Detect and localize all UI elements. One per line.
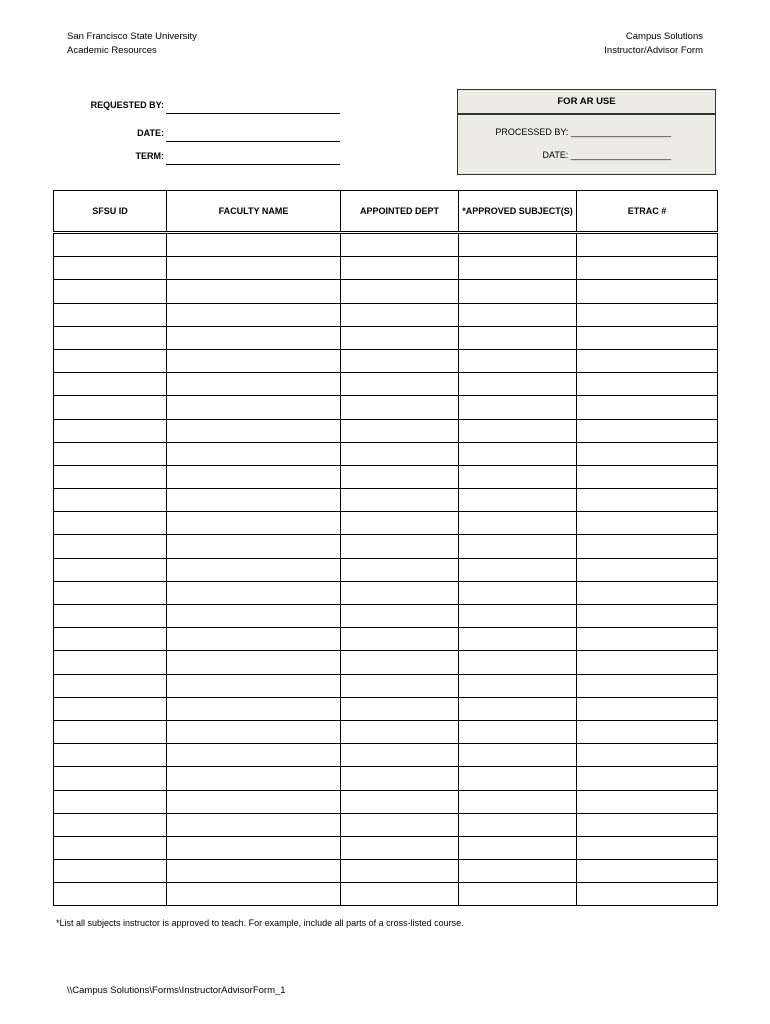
date-field[interactable] [166, 141, 340, 142]
column-header-appointed-dept: APPOINTED DEPT [341, 191, 459, 233]
faculty-table [53, 190, 718, 906]
footnote: *List all subjects instructor is approved to teach. For example, include all parts of a cross-listed course. [56, 918, 464, 928]
table-row [54, 697, 718, 720]
approved-subjects-cell[interactable] [459, 883, 577, 906]
faculty-name-cell[interactable] [167, 790, 341, 813]
etrac-cell[interactable] [577, 836, 718, 859]
etrac-cell[interactable] [577, 558, 718, 581]
faculty-name-cell[interactable] [167, 512, 341, 535]
approved-subjects-cell[interactable] [459, 813, 577, 836]
column-header-sfsu-id: SFSU ID [54, 191, 167, 233]
approved-subjects-cell[interactable] [459, 442, 577, 465]
etrac-cell[interactable] [577, 697, 718, 720]
etrac-cell[interactable] [577, 628, 718, 651]
faculty-name-cell[interactable] [167, 651, 341, 674]
table-row [54, 257, 718, 280]
appointed-dept-cell[interactable] [341, 326, 459, 349]
faculty-name-cell[interactable] [167, 674, 341, 697]
appointed-dept-cell[interactable] [341, 720, 459, 743]
table-row [54, 465, 718, 488]
etrac-cell[interactable] [577, 326, 718, 349]
etrac-cell[interactable] [577, 396, 718, 419]
column-header-etrac: ETRAC # [577, 191, 718, 233]
faculty-name-cell[interactable] [167, 349, 341, 372]
approved-subjects-cell[interactable] [459, 651, 577, 674]
faculty-name-cell[interactable] [167, 535, 341, 558]
table-row [54, 720, 718, 743]
table-row [54, 396, 718, 419]
approved-subjects-cell[interactable] [459, 581, 577, 604]
faculty-name-cell[interactable] [167, 813, 341, 836]
sfsu-id-cell[interactable] [54, 396, 167, 419]
approved-subjects-cell[interactable] [459, 419, 577, 442]
table-row [54, 233, 718, 257]
table-row [54, 860, 718, 883]
etrac-cell[interactable] [577, 605, 718, 628]
appointed-dept-cell[interactable] [341, 581, 459, 604]
sfsu-id-cell[interactable] [54, 233, 167, 257]
faculty-name-cell[interactable] [167, 836, 341, 859]
term-field[interactable] [166, 164, 340, 165]
table-row [54, 419, 718, 442]
appointed-dept-cell[interactable] [341, 535, 459, 558]
faculty-name-cell[interactable] [167, 605, 341, 628]
faculty-name-cell[interactable] [167, 883, 341, 906]
approved-subjects-cell[interactable] [459, 465, 577, 488]
appointed-dept-cell[interactable] [341, 605, 459, 628]
table-row [54, 836, 718, 859]
department-name: Academic Resources [67, 45, 157, 56]
sfsu-id-cell[interactable] [54, 581, 167, 604]
appointed-dept-cell[interactable] [341, 280, 459, 303]
appointed-dept-cell[interactable] [341, 674, 459, 697]
faculty-name-cell[interactable] [167, 628, 341, 651]
faculty-name-cell[interactable] [167, 442, 341, 465]
sfsu-id-cell[interactable] [54, 651, 167, 674]
sfsu-id-cell[interactable] [54, 628, 167, 651]
sfsu-id-cell[interactable] [54, 605, 167, 628]
column-header-faculty-name: FACULTY NAME [167, 191, 341, 233]
appointed-dept-cell[interactable] [341, 419, 459, 442]
etrac-cell[interactable] [577, 419, 718, 442]
sfsu-id-cell[interactable] [54, 465, 167, 488]
approved-subjects-cell[interactable] [459, 720, 577, 743]
table-row [54, 651, 718, 674]
table-row [54, 605, 718, 628]
etrac-cell[interactable] [577, 489, 718, 512]
ar-use-box [457, 89, 716, 175]
appointed-dept-cell[interactable] [341, 396, 459, 419]
ar-use-title: FOR AR USE [458, 90, 715, 115]
faculty-name-cell[interactable] [167, 303, 341, 326]
appointed-dept-cell[interactable] [341, 512, 459, 535]
appointed-dept-cell[interactable] [341, 790, 459, 813]
sfsu-id-cell[interactable] [54, 720, 167, 743]
approved-subjects-cell[interactable] [459, 396, 577, 419]
faculty-name-cell[interactable] [167, 720, 341, 743]
appointed-dept-cell[interactable] [341, 744, 459, 767]
appointed-dept-cell[interactable] [341, 697, 459, 720]
table-row [54, 303, 718, 326]
appointed-dept-cell[interactable] [341, 836, 459, 859]
etrac-cell[interactable] [577, 581, 718, 604]
table-row [54, 628, 718, 651]
sfsu-id-cell[interactable] [54, 836, 167, 859]
table-row [54, 883, 718, 906]
approved-subjects-cell[interactable] [459, 767, 577, 790]
approved-subjects-cell[interactable] [459, 836, 577, 859]
appointed-dept-cell[interactable] [341, 860, 459, 883]
sfsu-id-cell[interactable] [54, 326, 167, 349]
term-row [60, 149, 340, 165]
etrac-cell[interactable] [577, 790, 718, 813]
appointed-dept-cell[interactable] [341, 465, 459, 488]
sfsu-id-cell[interactable] [54, 373, 167, 396]
appointed-dept-cell[interactable] [341, 303, 459, 326]
etrac-cell[interactable] [577, 767, 718, 790]
form-title: Instructor/Advisor Form [604, 45, 703, 56]
table-header-row [54, 191, 718, 233]
faculty-name-cell[interactable] [167, 280, 341, 303]
table-body [54, 233, 718, 906]
system-name: Campus Solutions [625, 31, 703, 42]
approved-subjects-cell[interactable] [459, 790, 577, 813]
term-label: TERM: [135, 151, 164, 161]
faculty-name-cell[interactable] [167, 489, 341, 512]
sfsu-id-cell[interactable] [54, 558, 167, 581]
table-row [54, 349, 718, 372]
etrac-cell[interactable] [577, 813, 718, 836]
approved-subjects-cell[interactable] [459, 257, 577, 280]
sfsu-id-cell[interactable] [54, 860, 167, 883]
approved-subjects-cell[interactable] [459, 233, 577, 257]
appointed-dept-cell[interactable] [341, 651, 459, 674]
table-row [54, 674, 718, 697]
etrac-cell[interactable] [577, 744, 718, 767]
approved-subjects-cell[interactable] [459, 558, 577, 581]
sfsu-id-cell[interactable] [54, 419, 167, 442]
approved-subjects-cell[interactable] [459, 489, 577, 512]
sfsu-id-cell[interactable] [54, 512, 167, 535]
header-left [67, 30, 197, 58]
table-row [54, 744, 718, 767]
table-row [54, 489, 718, 512]
sfsu-id-cell[interactable] [54, 280, 167, 303]
etrac-cell[interactable] [577, 512, 718, 535]
approved-subjects-cell[interactable] [459, 303, 577, 326]
etrac-cell[interactable] [577, 860, 718, 883]
sfsu-id-cell[interactable] [54, 767, 167, 790]
sfsu-id-cell[interactable] [54, 489, 167, 512]
sfsu-id-cell[interactable] [54, 257, 167, 280]
etrac-cell[interactable] [577, 720, 718, 743]
etrac-cell[interactable] [577, 233, 718, 257]
faculty-name-cell[interactable] [167, 373, 341, 396]
table-row [54, 535, 718, 558]
sfsu-id-cell[interactable] [54, 349, 167, 372]
approved-subjects-cell[interactable] [459, 373, 577, 396]
sfsu-id-cell[interactable] [54, 813, 167, 836]
approved-subjects-cell[interactable] [459, 744, 577, 767]
etrac-cell[interactable] [577, 442, 718, 465]
faculty-name-cell[interactable] [167, 257, 341, 280]
appointed-dept-cell[interactable] [341, 489, 459, 512]
sfsu-id-cell[interactable] [54, 535, 167, 558]
table-row [54, 373, 718, 396]
table-row [54, 790, 718, 813]
faculty-name-cell[interactable] [167, 233, 341, 257]
appointed-dept-cell[interactable] [341, 257, 459, 280]
appointed-dept-cell[interactable] [341, 558, 459, 581]
appointed-dept-cell[interactable] [341, 373, 459, 396]
faculty-name-cell[interactable] [167, 697, 341, 720]
requested-by-field[interactable] [166, 113, 340, 114]
appointed-dept-cell[interactable] [341, 767, 459, 790]
approved-subjects-cell[interactable] [459, 605, 577, 628]
appointed-dept-cell[interactable] [341, 813, 459, 836]
approved-subjects-cell[interactable] [459, 674, 577, 697]
sfsu-id-cell[interactable] [54, 442, 167, 465]
university-name: San Francisco State University [67, 31, 197, 42]
table-row [54, 581, 718, 604]
appointed-dept-cell[interactable] [341, 349, 459, 372]
sfsu-id-cell[interactable] [54, 674, 167, 697]
requested-by-label: REQUESTED BY: [90, 100, 164, 110]
table-row [54, 813, 718, 836]
faculty-name-cell[interactable] [167, 326, 341, 349]
etrac-cell[interactable] [577, 303, 718, 326]
etrac-cell[interactable] [577, 373, 718, 396]
etrac-cell[interactable] [577, 674, 718, 697]
sfsu-id-cell[interactable] [54, 883, 167, 906]
approved-subjects-cell[interactable] [459, 697, 577, 720]
sfsu-id-cell[interactable] [54, 744, 167, 767]
approved-subjects-cell[interactable] [459, 280, 577, 303]
etrac-cell[interactable] [577, 883, 718, 906]
appointed-dept-cell[interactable] [341, 442, 459, 465]
appointed-dept-cell[interactable] [341, 883, 459, 906]
requested-by-row [60, 98, 340, 114]
faculty-name-cell[interactable] [167, 465, 341, 488]
date-label: DATE: [137, 128, 164, 138]
etrac-cell[interactable] [577, 280, 718, 303]
approved-subjects-cell[interactable] [459, 535, 577, 558]
approved-subjects-cell[interactable] [459, 628, 577, 651]
sfsu-id-cell[interactable] [54, 697, 167, 720]
faculty-name-cell[interactable] [167, 860, 341, 883]
faculty-name-cell[interactable] [167, 396, 341, 419]
etrac-cell[interactable] [577, 535, 718, 558]
ar-date-field[interactable]: DATE: ____________________ [542, 150, 671, 160]
faculty-name-cell[interactable] [167, 558, 341, 581]
sfsu-id-cell[interactable] [54, 303, 167, 326]
table-row [54, 280, 718, 303]
sfsu-id-cell[interactable] [54, 790, 167, 813]
faculty-name-cell[interactable] [167, 581, 341, 604]
etrac-cell[interactable] [577, 465, 718, 488]
approved-subjects-cell[interactable] [459, 512, 577, 535]
header-right [604, 30, 703, 58]
etrac-cell[interactable] [577, 349, 718, 372]
appointed-dept-cell[interactable] [341, 628, 459, 651]
table-row [54, 558, 718, 581]
file-path: \\Campus Solutions\Forms\InstructorAdvisorForm_1 [67, 985, 286, 996]
appointed-dept-cell[interactable] [341, 233, 459, 257]
faculty-name-cell[interactable] [167, 767, 341, 790]
table-row [54, 326, 718, 349]
column-header-approved-subjects: *APPROVED SUBJECT(S) [459, 191, 577, 233]
etrac-cell[interactable] [577, 651, 718, 674]
faculty-name-cell[interactable] [167, 744, 341, 767]
approved-subjects-cell[interactable] [459, 349, 577, 372]
processed-by-field[interactable]: PROCESSED BY: ____________________ [495, 127, 671, 137]
etrac-cell[interactable] [577, 257, 718, 280]
table-row [54, 512, 718, 535]
date-row [60, 126, 340, 142]
faculty-name-cell[interactable] [167, 419, 341, 442]
approved-subjects-cell[interactable] [459, 326, 577, 349]
approved-subjects-cell[interactable] [459, 860, 577, 883]
table-row [54, 442, 718, 465]
table-row [54, 767, 718, 790]
